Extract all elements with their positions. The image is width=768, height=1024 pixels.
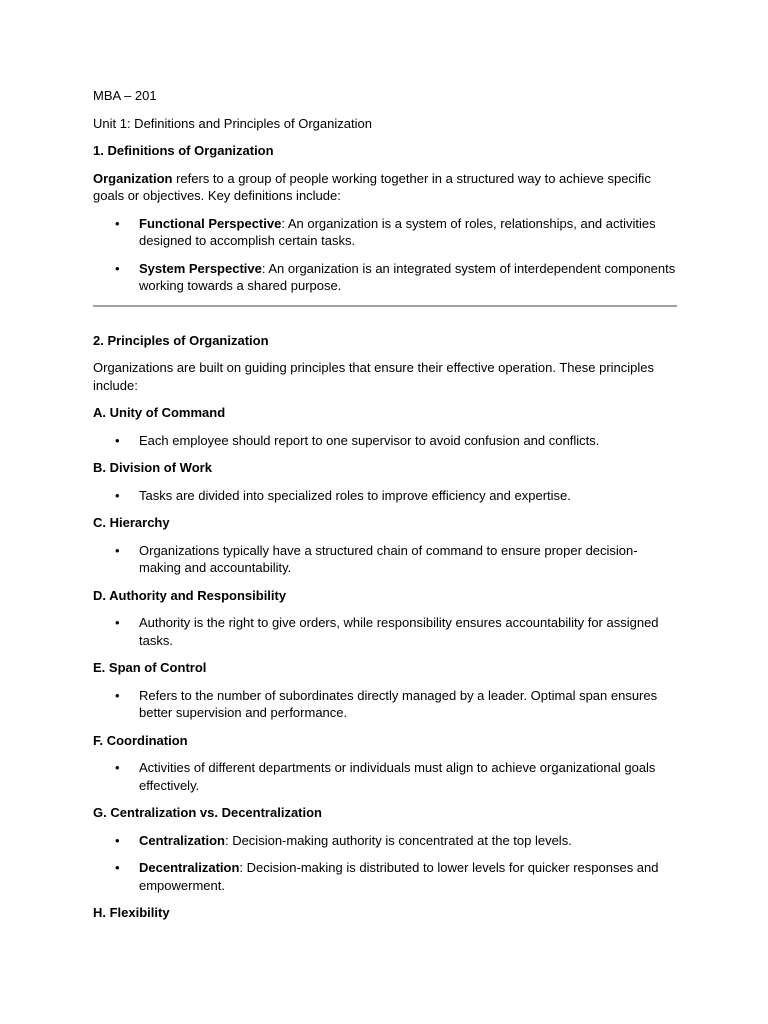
principle-heading: H. Flexibility xyxy=(93,905,170,920)
list-item-term: Centralization xyxy=(139,832,225,848)
list-item xyxy=(93,859,677,894)
list-item xyxy=(93,832,677,850)
list-item-term: Functional Perspective xyxy=(139,215,282,231)
bullet-icon: • xyxy=(115,615,120,630)
list-item xyxy=(93,542,677,577)
principle-bullets xyxy=(93,487,677,505)
definitions-list xyxy=(93,215,677,295)
principle-heading: C. Hierarchy xyxy=(93,515,170,530)
bullet-icon: • xyxy=(115,860,120,875)
list-item xyxy=(93,487,677,505)
definition-paragraph xyxy=(93,170,677,205)
document-page xyxy=(93,87,677,932)
list-item-text: Organizations typically have a structured chain of command to ensure proper decision-making and accountability. xyxy=(139,542,638,575)
definition-term: Organization xyxy=(93,170,173,186)
principle-bullets xyxy=(93,832,677,895)
bullet-icon: • xyxy=(115,687,120,703)
principle-bullets xyxy=(93,759,677,794)
definition-text: refers to a group of people working together in a structured way to achieve specific goals or objectives. Key definitions include: xyxy=(93,170,651,203)
list-item-text: Refers to the number of subordinates directly managed by a leader. Optimal span ensures better supervision and performance. xyxy=(139,687,658,720)
list-item-text: Activities of different departments or individuals must align to achieve organizational goals effectively. xyxy=(139,760,656,793)
list-item-text: : Decision-making is distributed to lower levels for quicker responses and empowerment. xyxy=(139,860,659,893)
principle-bullets xyxy=(93,614,677,649)
list-item-text: Each employee should report to one supervisor to avoid confusion and conflicts. xyxy=(139,432,600,448)
list-item xyxy=(93,687,677,722)
section-divider xyxy=(93,305,677,307)
principle-bullets xyxy=(93,432,677,450)
list-item xyxy=(93,215,677,250)
principle-bullets xyxy=(93,542,677,577)
list-item-term: Decentralization xyxy=(139,860,240,875)
unit-title: Unit 1: Definitions and Principles of Organization xyxy=(93,115,372,131)
bullet-icon: • xyxy=(115,432,120,448)
principle-heading: A. Unity of Command xyxy=(93,405,226,420)
list-item xyxy=(93,432,677,450)
principle-heading: G. Centralization vs. Decentralization xyxy=(93,805,322,820)
list-item-term: System Perspective xyxy=(139,260,262,276)
bullet-icon: • xyxy=(115,215,120,231)
list-item xyxy=(93,614,677,649)
list-item xyxy=(93,260,677,295)
bullet-icon: • xyxy=(115,260,120,276)
course-code: MBA – 201 xyxy=(93,88,157,103)
list-item-text: Authority is the right to give orders, while responsibility ensures accountability for assigned tasks. xyxy=(139,615,659,648)
principle-heading: F. Coordination xyxy=(93,732,188,748)
bullet-icon: • xyxy=(115,832,120,848)
list-item-text: Tasks are divided into specialized roles to improve efficiency and expertise. xyxy=(139,487,571,503)
bullet-icon: • xyxy=(115,542,120,558)
bullet-icon: • xyxy=(115,487,120,503)
list-item-text: : Decision-making authority is concentrated at the top levels. xyxy=(224,832,572,848)
principle-heading: D. Authority and Responsibility xyxy=(93,587,287,603)
list-item xyxy=(93,759,677,794)
principles-intro: Organizations are built on guiding principles that ensure their effective operation. These principles include: xyxy=(93,360,655,393)
principle-heading: E. Span of Control xyxy=(93,660,207,675)
list-item-text: : An organization is a system of roles, relationships, and activities designed to accomplish certain tasks. xyxy=(139,215,656,248)
section-heading-definitions: 1. Definitions of Organization xyxy=(93,143,274,158)
principle-heading: B. Division of Work xyxy=(93,460,212,475)
section-heading-principles: 2. Principles of Organization xyxy=(93,332,269,348)
principle-bullets xyxy=(93,687,677,722)
principles-list xyxy=(93,404,677,922)
list-item-text: : An organization is an integrated system of interdependent components working towards a shared purpose. xyxy=(139,260,676,293)
bullet-icon: • xyxy=(115,760,120,775)
